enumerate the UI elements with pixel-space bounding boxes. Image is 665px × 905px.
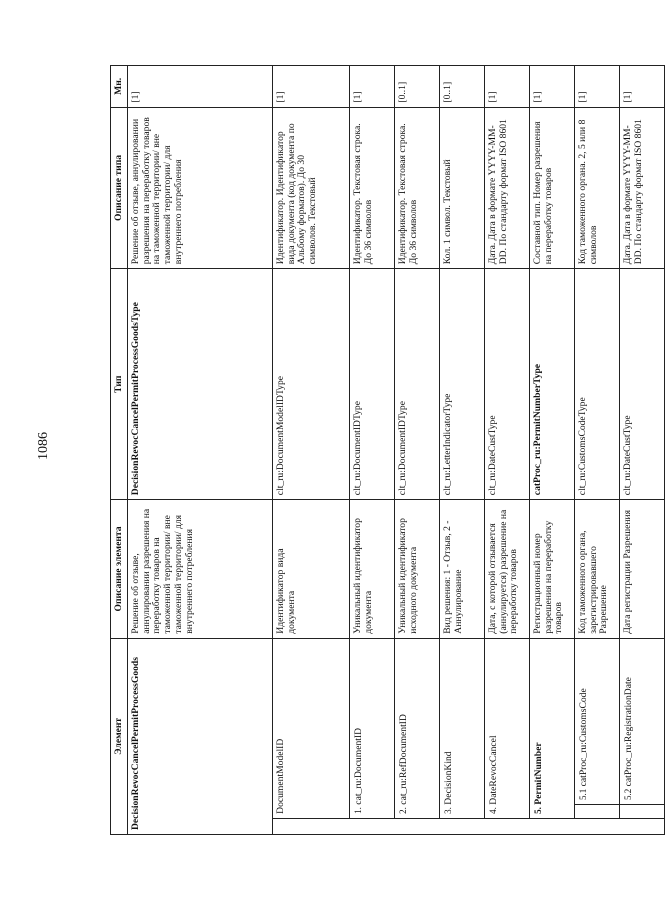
sub-indent-cell xyxy=(620,805,665,819)
table-row xyxy=(440,66,485,835)
cell-type: clt_ru:DocumentModelIDType xyxy=(273,269,350,500)
cell-type-desc: Идентификатор. Текстовая строка. До 36 символов xyxy=(395,107,440,269)
cell-mult: [1] xyxy=(530,66,575,108)
row-number: 3. xyxy=(443,807,453,814)
schema-table xyxy=(110,65,665,835)
row-number: 1. xyxy=(353,807,363,814)
element-name: cat_ru:DocumentID xyxy=(353,727,364,805)
element-name: DecisionKind xyxy=(443,751,454,805)
cell-element-desc: Уникальный идентификатор документа xyxy=(350,500,395,639)
row-number: 5. xyxy=(533,807,543,814)
cell-element-desc: Дата, с которой отзывается (аннулируется) разрешение на переработку товаров xyxy=(485,500,530,639)
cell-type: clt_ru:CustomsCodeType xyxy=(575,269,620,500)
header-type-desc: Описание типа xyxy=(111,107,128,269)
cell-mult: [0..1] xyxy=(395,66,440,108)
cell-type: clt_ru:LetterIndicatorType xyxy=(440,269,485,500)
cell-element-desc: Решение об отзыве, аннулировании разрешения на переработку товаров на таможенной территории/ вне таможенной территории/ для внутреннего потребления xyxy=(128,500,273,639)
cell-mult: [1] xyxy=(273,66,350,108)
table-row xyxy=(128,66,273,835)
header-element: Элемент xyxy=(111,638,128,834)
cell-type-desc: Дата. Дата в формате YYYY-MM-DD. По стандарту формат ISO 8601 xyxy=(620,107,665,269)
cell-element: DocumentModelID xyxy=(273,638,350,818)
table-row xyxy=(530,66,575,835)
table-row xyxy=(575,66,620,835)
cell-type: catProc_ru:PermitNumberType xyxy=(530,269,575,500)
row-number: 4. xyxy=(488,807,498,814)
cell-mult: [1] xyxy=(128,66,273,108)
table-header-row xyxy=(111,66,128,835)
cell-type: clt_ru:DocumentIDType xyxy=(350,269,395,500)
cell-element xyxy=(350,638,395,818)
header-element-desc: Описание элемента xyxy=(111,500,128,639)
row-number: 2. xyxy=(398,807,408,814)
cell-mult: [1] xyxy=(350,66,395,108)
element-name: catProc_ru:RegistrationDate xyxy=(623,677,634,787)
cell-element-desc: Код таможенного органа, зарегистрировавшего Разрешение xyxy=(575,500,620,639)
cell-element xyxy=(530,638,575,818)
cell-type-desc: Дата. Дата в формате YYYY-MM-DD. По стандарту формат ISO 8601 xyxy=(485,107,530,269)
indent-cell xyxy=(273,818,665,834)
cell-element xyxy=(395,638,440,818)
page-number: 1086 xyxy=(36,432,51,460)
element-name: catProc_ru:CustomsCode xyxy=(578,688,589,787)
cell-element xyxy=(575,638,620,804)
header-type: Тип xyxy=(111,269,128,500)
element-name: DateRevocCancel xyxy=(488,735,499,805)
table-row xyxy=(620,66,665,835)
cell-element-desc: Уникальный идентификатор исходного документа xyxy=(395,500,440,639)
element-name: PermitNumber xyxy=(533,742,544,805)
cell-element-desc: Регистрационный номер разрешения на переработку товаров xyxy=(530,500,575,639)
cell-type-desc: Идентификатор. Текстовая строка. До 36 символов xyxy=(350,107,395,269)
cell-element-desc: Идентификатор вида документа xyxy=(273,500,350,639)
rotated-table-container xyxy=(110,65,644,835)
cell-element xyxy=(620,638,665,804)
element-name: cat_ru:RefDocumentID xyxy=(398,714,409,805)
row-number: 5.2 xyxy=(623,788,633,800)
cell-element xyxy=(485,638,530,818)
cell-type: clt_ru:DocumentIDType xyxy=(395,269,440,500)
cell-type: clt_ru:DateCustType xyxy=(485,269,530,500)
table-row xyxy=(395,66,440,835)
cell-type-desc: Код таможенного органа. 2, 5 или 8 символов xyxy=(575,107,620,269)
table-row xyxy=(485,66,530,835)
cell-mult: [1] xyxy=(575,66,620,108)
cell-mult: [1] xyxy=(620,66,665,108)
cell-element: DecisionRevocCancelPermitProcessGoods xyxy=(128,638,273,834)
cell-type: DecisionRevocCancelPermitProcessGoodsType xyxy=(128,269,273,500)
cell-type-desc: Кол. 1 символ. Текстовый xyxy=(440,107,485,269)
table-row xyxy=(350,66,395,835)
cell-mult: [0..1] xyxy=(440,66,485,108)
header-mult: Мн. xyxy=(111,66,128,108)
cell-element-desc: Вид решения: 1 - Отзыв, 2 - Аннулирование xyxy=(440,500,485,639)
table-row xyxy=(273,66,350,835)
sub-indent-cell xyxy=(575,805,620,819)
cell-type-desc: Решение об отзыве, аннулировании разрешения на переработку товаров на таможенной территории/ вне таможенной территории/ для внутреннего потребления xyxy=(128,107,273,269)
cell-type: clt_ru:DateCustType xyxy=(620,269,665,500)
cell-element-desc: Дата регистрации Разрешения xyxy=(620,500,665,639)
cell-type-desc: Идентификатор. Идентификатор вида документа (код документа по Альбому форматов). До 30 символов. Текстовый xyxy=(273,107,350,269)
row-number: 5.1 xyxy=(578,788,588,800)
cell-element xyxy=(440,638,485,818)
cell-mult: [1] xyxy=(485,66,530,108)
cell-type-desc: Составной тип. Номер разрешения на переработку товаров xyxy=(530,107,575,269)
